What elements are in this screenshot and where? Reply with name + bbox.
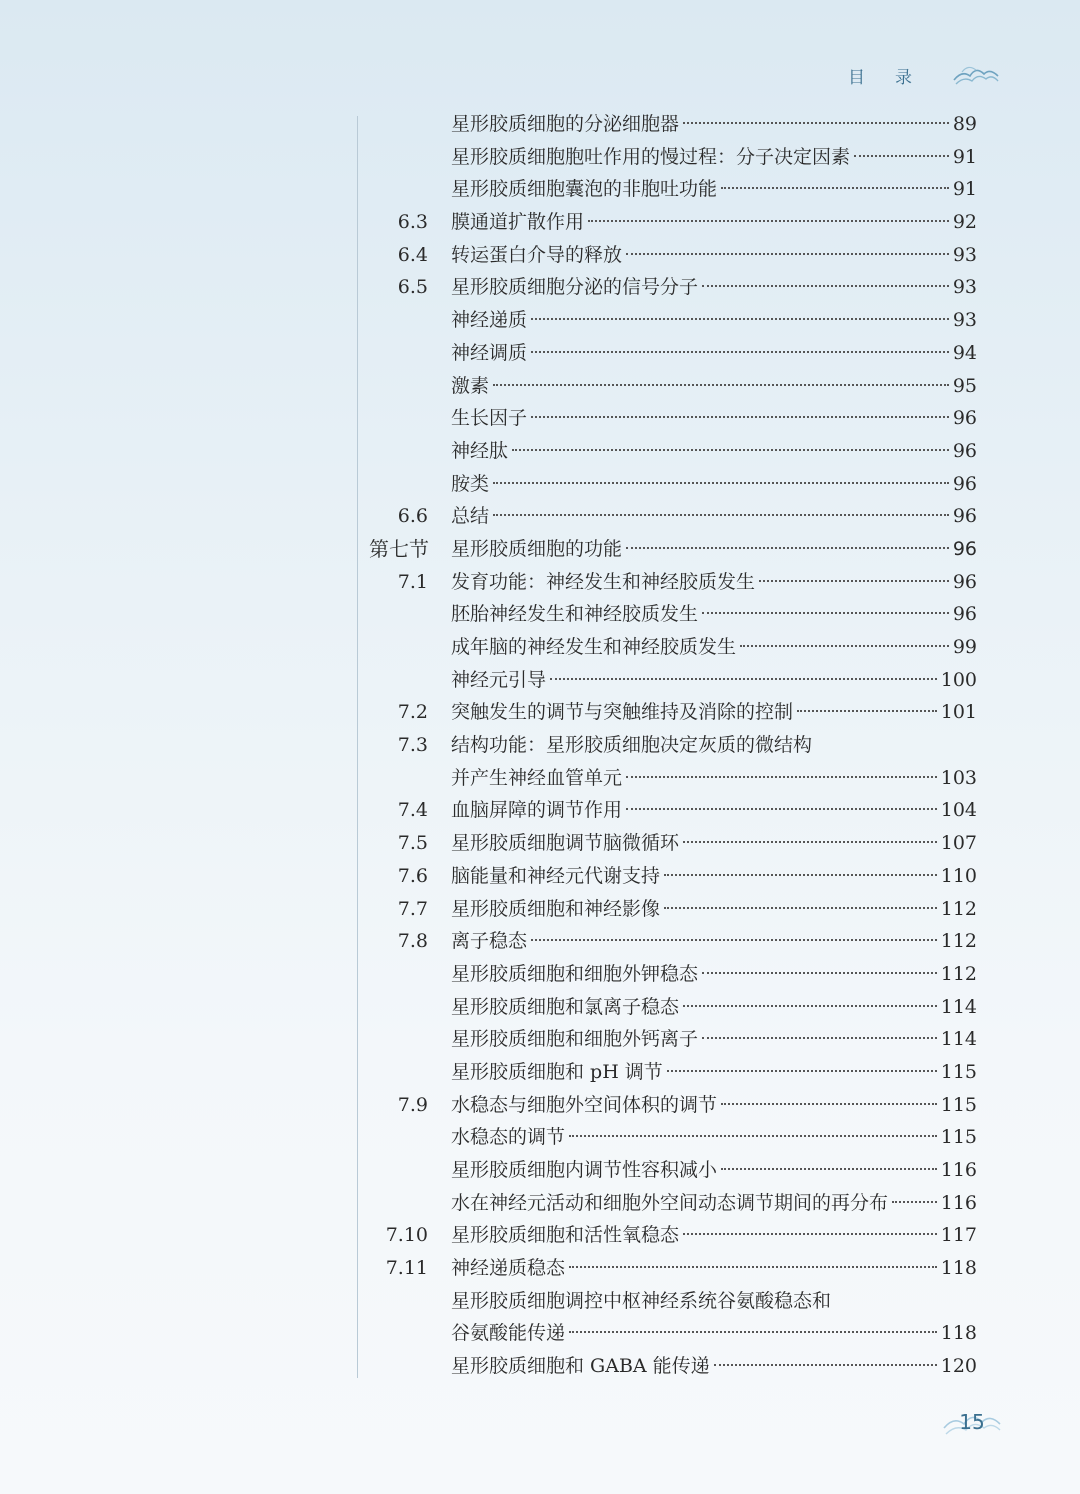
page-number: 15 [959, 1410, 985, 1434]
dot-leader [493, 514, 949, 516]
toc-entry [451, 141, 977, 174]
entry-title: 星形胶质细胞和活性氧稳态 [451, 1224, 680, 1247]
toc-entry [451, 239, 977, 272]
toc-row [0, 271, 1080, 304]
toc-entry [451, 566, 977, 599]
toc-row [0, 239, 1080, 272]
section-number: 第七节 [369, 536, 429, 561]
page-ref: 118 [940, 1257, 977, 1280]
dot-leader [892, 1201, 937, 1203]
dot-leader [721, 1168, 937, 1170]
dot-leader [626, 808, 937, 810]
dot-leader [721, 1103, 937, 1105]
entry-title: 激素 [451, 374, 490, 397]
toc-row [0, 664, 1080, 697]
dot-leader [683, 122, 949, 124]
toc-row [0, 991, 1080, 1024]
entry-title: 脑能量和神经元代谢支持 [451, 864, 661, 887]
entry-title: 神经肽 [451, 439, 509, 462]
dot-leader [550, 678, 937, 680]
toc-row [0, 631, 1080, 664]
toc-row [0, 141, 1080, 174]
page-ref: 110 [940, 864, 977, 887]
page-ref: 112 [940, 930, 977, 953]
section-number: 7.11 [385, 1257, 428, 1280]
entry-title: 星形胶质细胞的分泌细胞器 [451, 113, 680, 135]
toc-row [0, 1285, 1080, 1318]
page-footer [940, 1404, 1004, 1442]
toc-row [0, 1154, 1080, 1187]
toc-chapter-row [0, 533, 1080, 566]
toc-entry [451, 729, 977, 762]
page-ref: 114 [940, 1028, 977, 1051]
table-of-contents [0, 108, 1080, 1383]
section-number: 6.5 [397, 276, 428, 299]
page-ref: 101 [940, 701, 977, 724]
toc-row [0, 468, 1080, 501]
toc-entry [451, 402, 977, 435]
page-ref: 91 [952, 145, 977, 168]
page-ref: 120 [940, 1355, 977, 1378]
entry-title: 并产生神经血管单元 [451, 766, 623, 789]
toc-entry [451, 108, 977, 141]
toc-entry [451, 1317, 977, 1350]
toc-entry [451, 271, 977, 304]
toc-row [0, 729, 1080, 762]
section-number: 6.3 [397, 211, 428, 234]
toc-entry [451, 1089, 977, 1122]
entry-title: 星形胶质细胞调控中枢神经系统谷氨酸稳态和 [451, 1289, 832, 1312]
toc-entry [451, 435, 977, 468]
section-number: 7.8 [397, 930, 428, 953]
entry-title: 星形胶质细胞胞吐作用的慢过程：分子决定因素 [451, 145, 851, 168]
section-number: 7.7 [397, 897, 428, 920]
entry-title: 星形胶质细胞和氯离子稳态 [451, 995, 680, 1018]
section-number: 7.10 [385, 1224, 428, 1247]
page-ref: 100 [940, 668, 977, 691]
entry-title: 星形胶质细胞囊泡的非胞吐功能 [451, 178, 718, 201]
toc-row [0, 696, 1080, 729]
toc-row [0, 958, 1080, 991]
dot-leader [626, 776, 937, 778]
dot-leader [493, 482, 949, 484]
toc-entry [451, 1219, 977, 1252]
dot-leader [740, 645, 949, 647]
toc-row [0, 173, 1080, 206]
dot-leader [854, 155, 949, 157]
page-ref: 116 [940, 1191, 977, 1214]
entry-title: 神经递质稳态 [451, 1257, 566, 1280]
section-number: 7.4 [397, 799, 428, 822]
toc-entry [451, 696, 977, 729]
toc-row [0, 925, 1080, 958]
entry-title: 水在神经元活动和细胞外空间动态调节期间的再分布 [451, 1191, 889, 1214]
entry-title: 结构功能：星形胶质细胞决定灰质的微结构 [451, 734, 813, 757]
page-ref: 95 [952, 374, 977, 397]
toc-entry [451, 1121, 977, 1154]
page-ref: 118 [940, 1322, 977, 1345]
section-number: 7.6 [397, 864, 428, 887]
toc-entry [451, 991, 977, 1024]
entry-title: 神经调质 [451, 341, 528, 364]
toc-entry [451, 958, 977, 991]
entry-title: 星形胶质细胞和神经影像 [451, 897, 661, 920]
entry-title: 膜通道扩散作用 [451, 211, 585, 234]
entry-title: 神经递质 [451, 309, 528, 332]
entry-title: 星形胶质细胞和 GABA 能传递 [451, 1355, 710, 1378]
dot-leader [493, 384, 949, 386]
entry-title: 水稳态的调节 [451, 1126, 566, 1149]
page-ref: 115 [940, 1126, 977, 1149]
dot-leader [569, 1331, 937, 1333]
entry-title: 胚胎神经发生和神经胶质发生 [451, 603, 699, 626]
dot-leader [797, 710, 937, 712]
page-ref: 96 [952, 472, 977, 495]
page-ref: 114 [940, 995, 977, 1018]
dot-leader [626, 253, 949, 255]
entry-title: 星形胶质细胞和 pH 调节 [451, 1060, 663, 1083]
toc-entry [451, 1154, 977, 1187]
page-ref: 115 [940, 1093, 977, 1116]
dot-leader [667, 1070, 937, 1072]
toc-entry [451, 1285, 977, 1318]
toc-entry [451, 173, 977, 206]
toc-row [0, 860, 1080, 893]
toc-row [0, 794, 1080, 827]
dot-leader [702, 612, 949, 614]
toc-entry [451, 1023, 977, 1056]
toc-row [0, 566, 1080, 599]
entry-title: 星形胶质细胞的功能 [451, 537, 623, 560]
dot-leader [531, 318, 949, 320]
toc-row [0, 402, 1080, 435]
toc-row [0, 827, 1080, 860]
dot-leader [531, 416, 949, 418]
entry-title: 成年脑的神经发生和神经胶质发生 [451, 636, 737, 658]
entry-title: 突触发生的调节与突触维持及消除的控制 [451, 701, 794, 724]
dot-leader [702, 972, 937, 974]
toc-row [0, 108, 1080, 141]
toc-row [0, 1350, 1080, 1383]
wave-ornament-icon [952, 62, 1000, 88]
toc-entry [451, 206, 977, 239]
section-number: 7.2 [397, 701, 428, 724]
page-ref: 112 [940, 897, 977, 920]
section-number: 7.5 [397, 832, 428, 855]
toc-entry [451, 304, 977, 337]
toc-row [0, 1219, 1080, 1252]
page-ref: 115 [940, 1060, 977, 1083]
page-ref: 92 [952, 211, 977, 234]
page-ref: 93 [952, 243, 977, 266]
dot-leader [759, 580, 949, 582]
toc-row [0, 1121, 1080, 1154]
toc-row [0, 500, 1080, 533]
toc-row [0, 1187, 1080, 1220]
page-ref: 93 [952, 309, 977, 332]
toc-entry [451, 631, 977, 664]
toc-entry [451, 1252, 977, 1285]
page-ref: 112 [940, 962, 977, 985]
toc-row [0, 1056, 1080, 1089]
entry-title: 胺类 [451, 472, 490, 495]
entry-title: 星形胶质细胞调节脑微循环 [451, 832, 680, 855]
toc-row [0, 206, 1080, 239]
toc-row [0, 1317, 1080, 1350]
entry-title: 星形胶质细胞内调节性容积减小 [451, 1159, 718, 1181]
entry-title: 发育功能：神经发生和神经胶质发生 [451, 570, 756, 593]
dot-leader [531, 351, 949, 353]
page-ref: 96 [952, 505, 977, 528]
page-ref: 99 [952, 636, 977, 658]
toc-entry [451, 598, 977, 631]
toc-row [0, 1089, 1080, 1122]
entry-title: 转运蛋白介导的释放 [451, 243, 623, 266]
section-number: 7.9 [397, 1093, 428, 1116]
toc-entry [451, 664, 977, 697]
dot-leader [569, 1135, 937, 1137]
toc-entry [451, 925, 977, 958]
dot-leader [531, 939, 937, 941]
section-number: 6.4 [397, 243, 428, 266]
page-ref: 96 [952, 537, 977, 560]
toc-row [0, 370, 1080, 403]
dot-leader [721, 187, 949, 189]
toc-entry [451, 893, 977, 926]
section-number: 7.3 [397, 734, 428, 757]
page-ref: 96 [952, 407, 977, 430]
toc-row [0, 1023, 1080, 1056]
toc-entry [451, 1350, 977, 1383]
toc-entry [451, 370, 977, 403]
dot-leader [664, 874, 937, 876]
page-ref: 93 [952, 276, 977, 299]
page-ref: 116 [940, 1159, 977, 1181]
entry-title: 谷氨酸能传递 [451, 1322, 566, 1345]
entry-title: 离子稳态 [451, 930, 528, 953]
entry-title: 星形胶质细胞分泌的信号分子 [451, 276, 699, 299]
page-ref: 96 [952, 603, 977, 626]
toc-entry [451, 794, 977, 827]
section-number: 7.1 [397, 570, 428, 593]
dot-leader [702, 1037, 937, 1039]
entry-title: 总结 [451, 505, 490, 528]
toc-row [0, 304, 1080, 337]
toc-entry [451, 1187, 977, 1220]
page-ref: 96 [952, 439, 977, 462]
entry-title: 星形胶质细胞和细胞外钾稳态 [451, 962, 699, 985]
toc-row [0, 337, 1080, 370]
entry-title: 水稳态与细胞外空间体积的调节 [451, 1093, 718, 1116]
dot-leader [683, 841, 937, 843]
section-number: 6.6 [397, 505, 428, 528]
entry-title: 星形胶质细胞和细胞外钙离子 [451, 1028, 699, 1051]
page-ref: 107 [940, 832, 977, 855]
toc-entry [451, 468, 977, 501]
toc-row [0, 893, 1080, 926]
dot-leader [569, 1266, 937, 1268]
entry-title: 血脑屏障的调节作用 [451, 799, 623, 822]
page-ref: 103 [940, 766, 977, 789]
dot-leader [588, 220, 949, 222]
toc-entry [451, 533, 977, 566]
toc-row [0, 762, 1080, 795]
page-ref: 89 [952, 113, 977, 135]
dot-leader [664, 907, 937, 909]
entry-title: 生长因子 [451, 407, 528, 430]
page-ref: 117 [940, 1224, 977, 1247]
dot-leader [512, 449, 949, 451]
toc-row [0, 435, 1080, 468]
toc-entry [451, 827, 977, 860]
toc-entry [451, 337, 977, 370]
entry-title: 神经元引导 [451, 668, 547, 691]
toc-entry [451, 1056, 977, 1089]
header-title: 目录 [848, 67, 942, 88]
toc-entry [451, 762, 977, 795]
dot-leader [626, 547, 949, 549]
page-ref: 94 [952, 341, 977, 364]
toc-entry [451, 860, 977, 893]
toc-entry [451, 500, 977, 533]
dot-leader [683, 1005, 937, 1007]
dot-leader [714, 1364, 937, 1366]
toc-row [0, 598, 1080, 631]
dot-leader [702, 285, 949, 287]
dot-leader [683, 1233, 937, 1235]
running-header [848, 62, 1000, 88]
toc-row [0, 1252, 1080, 1285]
page-ref: 104 [940, 799, 977, 822]
page-ref: 91 [952, 178, 977, 201]
page-ref: 96 [952, 570, 977, 593]
